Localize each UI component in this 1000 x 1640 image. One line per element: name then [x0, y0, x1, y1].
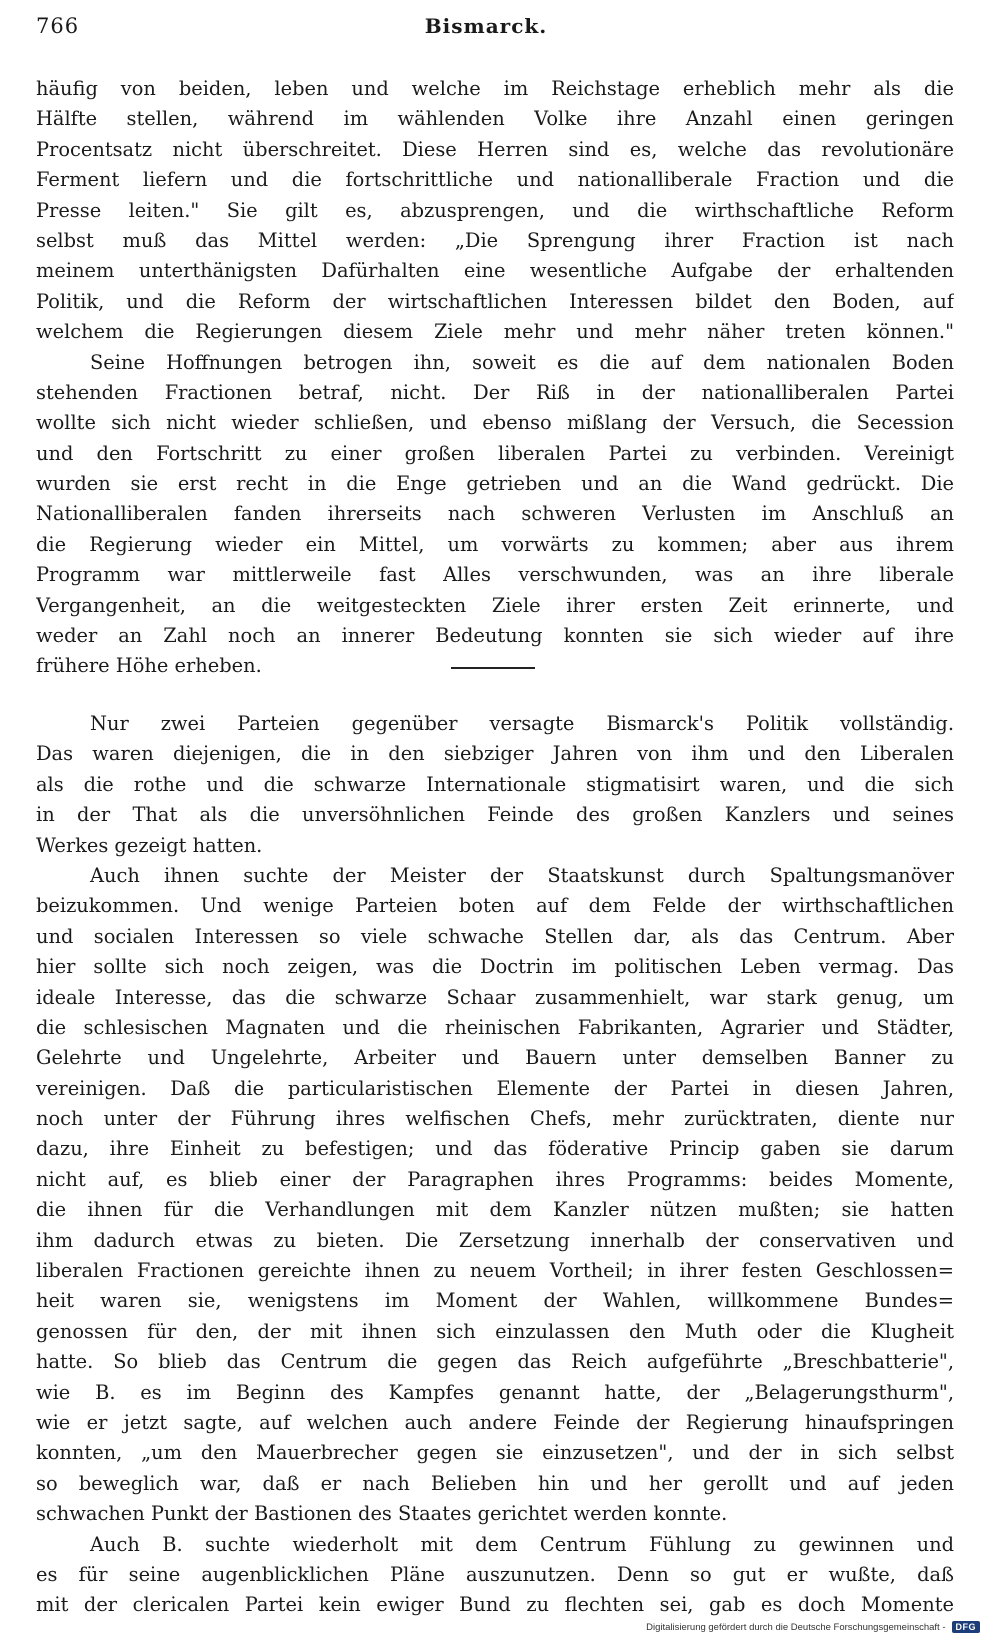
text-line: beizukommen. Und wenige Parteien boten auf dem Felde der wirthschaftlichen [36, 894, 954, 918]
page-title: Bismarck. [424, 14, 548, 38]
text-line: wurden sie erst recht in die Enge getrieben und an die Wand gedrückt. Die [36, 472, 954, 496]
text-line: hatte. So blieb das Centrum die gegen das Reich aufgeführte „Breschbatterie", [36, 1350, 954, 1374]
text-line: Presse leiten." Sie gilt es, abzusprengen, und die wirthschaftliche Reform [36, 198, 954, 222]
text-line: häufig von beiden, leben und welche im Reichstage erheblich mehr als die [36, 77, 954, 100]
text-line: dazu, ihre Einheit zu befestigen; und das föderative Princip gaben sie darum [36, 1137, 954, 1161]
text-line: Hälfte stellen, während im wählenden Volke ihre Anzahl einen geringen [36, 107, 954, 131]
text-line: konnten, „um den Mauerbrecher gegen sie einzusetzen", und der in sich selbst [36, 1441, 954, 1465]
text-line: ihm dadurch etwas zu bieten. Die Zersetzung innerhalb der conservativen und [36, 1228, 954, 1252]
text-line: Seine Hoffnungen betrogen ihn, soweit es die auf dem nationalen Boden [90, 350, 954, 374]
text-line: Das waren diejenigen, die in den siebziger Jahren von ihm und den Liberalen [36, 742, 954, 766]
digitization-footer [646, 1618, 980, 1636]
text-line: welchem die Regierungen diesem Ziele mehr und mehr näher treten können." [36, 320, 954, 344]
text-line: nicht auf, es blieb einer der Paragraphen ihres Programms: beides Momente, [36, 1167, 954, 1191]
text-line: Procentsatz nicht überschreitet. Diese Herren sind es, welche das revolutionäre [36, 137, 954, 161]
text-line: als die rothe und die schwarze Internationale stigmatisirt waren, und die sich [36, 772, 954, 796]
text-line: noch unter der Führung ihres welfischen Chefs, mehr zurücktraten, diente nur [36, 1107, 954, 1131]
text-line: stehenden Fractionen betraf, nicht. Der Riß in der nationalliberalen Partei [36, 380, 954, 404]
running-head [36, 14, 936, 48]
text-line: ideale Interesse, das die schwarze Schaar zusammenhielt, war stark genug, um [36, 985, 954, 1009]
text-line: Gelehrte und Ungelehrte, Arbeiter und Bauern unter demselben Banner zu [36, 1046, 954, 1070]
text-line: selbst muß das Mittel werden: „Die Sprengung ihrer Fraction ist nach [36, 228, 954, 252]
text-section-parties [36, 709, 954, 1621]
text-line: die ihnen für die Verhandlungen mit dem Kanzler nützen mußten; sie hatten [36, 1198, 954, 1222]
text-line: heit waren sie, wenigstens im Moment der Wahlen, willkommene Bundes= [36, 1289, 954, 1313]
text-line: schwachen Punkt der Bastionen des Staates gerichtet werden konnte. [36, 1502, 728, 1526]
text-line: liberalen Fractionen gereichte ihnen zu neuem Vortheil; in ihrer festen Geschlossen= [36, 1259, 954, 1283]
text-line: wie er jetzt sagte, auf welchen auch andere Feinde der Regierung hinaufspringen [36, 1410, 954, 1434]
text-line: Auch B. suchte wiederholt mit dem Centrum Fühlung zu gewinnen und [90, 1532, 954, 1556]
text-line: genossen für den, der mit ihnen sich einzulassen den Muth oder die Klugheit [36, 1319, 954, 1343]
text-line: so beweglich war, daß er nach Belieben hin und her gerollt und auf jeden [36, 1471, 954, 1495]
dfg-logo: DFG [952, 1621, 981, 1633]
text-line: Auch ihnen suchte der Meister der Staatskunst durch Spaltungsmanöver [90, 863, 954, 887]
text-line: und socialen Interessen so viele schwache Stellen dar, als das Centrum. Aber [36, 924, 954, 948]
text-line: weder an Zahl noch an innerer Bedeutung konnten sie sich wieder auf ihre [36, 624, 954, 648]
text-line: Werkes gezeigt hatten. [36, 833, 263, 857]
text-line: vereinigen. Daß die particularistischen Elemente der Partei in diesen Jahren, [36, 1076, 954, 1100]
text-line: meinem unterthänigsten Dafürhalten eine wesentliche Aufgabe der erhaltenden [36, 259, 954, 283]
text-line: es für seine augenblicklichen Pläne auszunutzen. Denn so gut er wußte, daß [36, 1562, 954, 1586]
text-line: die Regierung wieder ein Mittel, um vorwärts zu kommen; aber aus ihrem [36, 532, 954, 556]
text-line: Nur zwei Parteien gegenüber versagte Bismarck's Politik vollständig. [90, 712, 954, 735]
text-section-continuation [36, 74, 954, 682]
text-line: und den Fortschritt zu einer großen liberalen Partei zu verbinden. Vereinigt [36, 441, 954, 465]
text-line: die schlesischen Magnaten und die rheinischen Fabrikanten, Agrarier und Städter, [36, 1015, 954, 1039]
text-line: frühere Höhe erheben. [36, 654, 262, 678]
text-line: Programm war mittlerweile fast Alles verschwunden, was an ihre liberale [36, 563, 954, 587]
page-number: 766 [36, 14, 80, 38]
section-divider [451, 667, 535, 669]
text-line: hier sollte sich noch zeigen, was die Doctrin im politischen Leben vermag. Das [36, 955, 954, 979]
text-line: Ferment liefern und die fortschrittliche und nationalliberale Fraction und die [36, 168, 954, 192]
text-line: Politik, und die Reform der wirtschaftlichen Interessen bildet den Boden, auf [36, 289, 954, 313]
text-line: wollte sich nicht wieder schließen, und ebenso mißlang der Versuch, die Secession [36, 411, 954, 435]
text-line: wie B. es im Beginn des Kampfes genannt hatte, der „Belagerungsthurm", [36, 1380, 954, 1404]
text-line: Nationalliberalen fanden ihrerseits nach schweren Verlusten im Anschluß an [36, 502, 954, 526]
text-line: in der That als die unversöhnlichen Feinde des großen Kanzlers und seines [36, 803, 954, 827]
funding-credit: Digitalisierung gefördert durch die Deutsche Forschungsgemeinschaft - [646, 1621, 946, 1633]
text-line: Vergangenheit, an die weitgesteckten Ziele ihrer ersten Zeit erinnerte, und [36, 593, 954, 617]
text-line: mit der clericalen Partei kein ewiger Bund zu flechten sei, gab es doch Momente [36, 1593, 954, 1617]
